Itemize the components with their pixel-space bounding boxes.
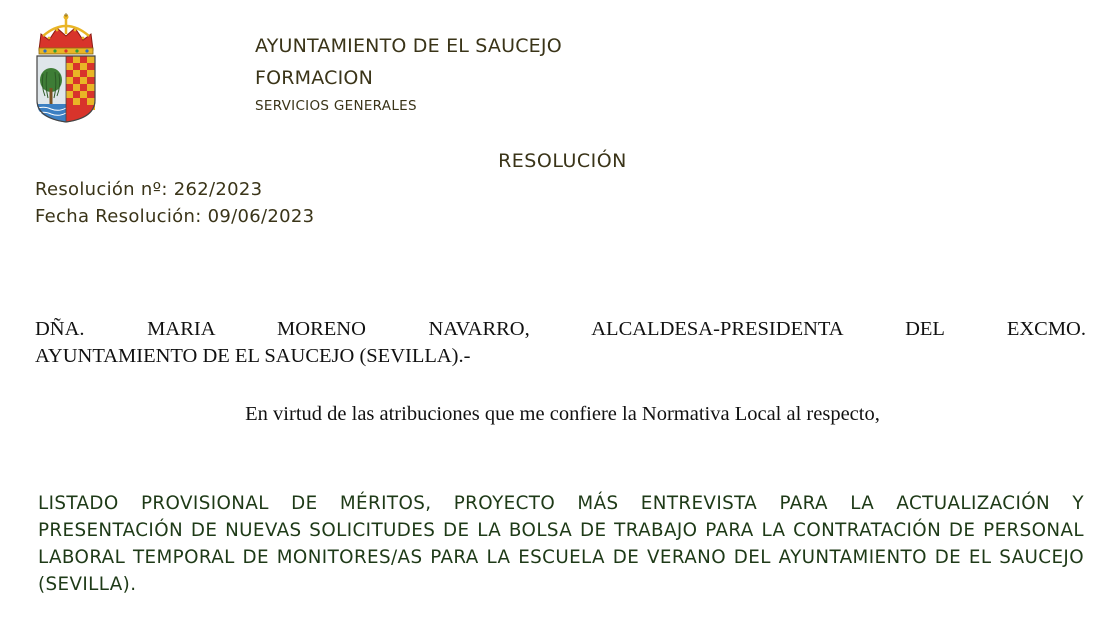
- authority-statement: En virtud de las atribuciones que me confiere la Normativa Local al respecto,: [245, 403, 880, 425]
- resolution-date: Fecha Resolución: 09/06/2023: [35, 206, 315, 227]
- resolution-number: Resolución nº: 262/2023: [35, 179, 263, 200]
- letterhead: [255, 30, 562, 116]
- department-name: FORMACION: [255, 67, 373, 89]
- mayor-line-1: DÑA. MARIA MORENO NAVARRO, ALCALDESA-PRESIDENTA DEL EXCMO.: [35, 318, 1086, 340]
- resolution-subject: LISTADO PROVISIONAL DE MÉRITOS, PROYECTO MÁS ENTREVISTA PARA LA ACTUALIZACIÓN Y PRESENTACIÓN DE NUEVAS SOLICITUDES DE LA BOLSA DE TRABAJO PARA LA CONTRATACIÓN DE PERSONAL LABORAL TEMPORAL DE MONITORES/AS PARA LA ESCUELA DE VERANO DEL AYUNTAMIENTO DE EL SAUCEJO (SEVILLA).: [38, 493, 1084, 595]
- shield-icon: [37, 56, 95, 122]
- coat-of-arms-icon: [33, 12, 99, 124]
- municipality-name: AYUNTAMIENTO DE EL SAUCEJO: [255, 35, 562, 57]
- resolution-heading: RESOLUCIÓN: [498, 150, 627, 172]
- crown-icon: [39, 13, 93, 54]
- mayor-statement: [35, 316, 1086, 370]
- mayor-line-2: AYUNTAMIENTO DE EL SAUCEJO (SEVILLA).-: [35, 345, 471, 367]
- service-name: SERVICIOS GENERALES: [255, 98, 417, 114]
- resolution-meta: [35, 176, 314, 230]
